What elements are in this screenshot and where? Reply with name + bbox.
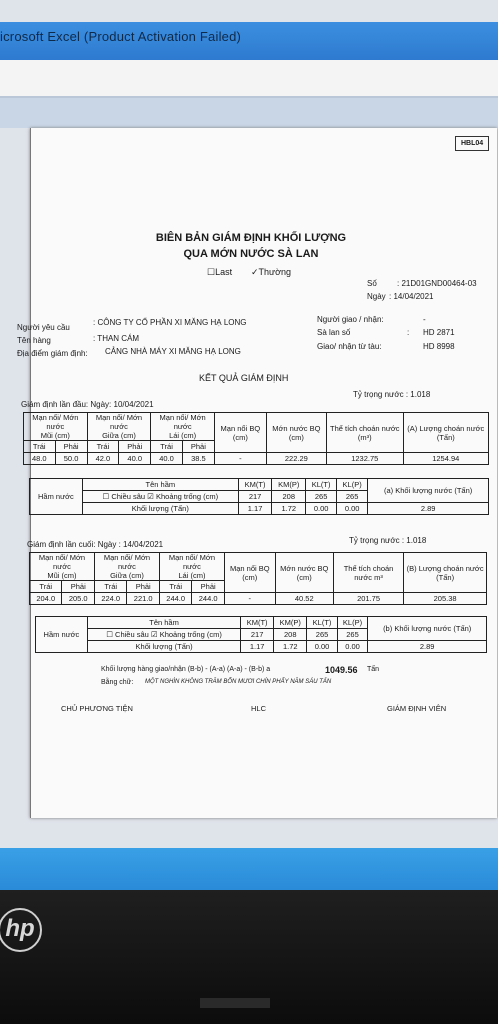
draft-table-2 <box>29 552 487 605</box>
cell: 1.72 <box>272 503 306 515</box>
table-row <box>30 593 487 605</box>
th-ten-ham: Tên hầm <box>87 617 240 629</box>
row-chieu-sau: ☐ Chiều sâu ☑ Khoảng trống (cm) <box>82 491 238 503</box>
cell: 205.0 <box>62 593 94 605</box>
cell: 1.72 <box>274 641 307 653</box>
summary-value: 1049.56 <box>325 665 358 675</box>
bezel-bar <box>200 998 270 1008</box>
table-row <box>24 453 489 465</box>
cell: 244.0 <box>192 593 224 605</box>
th-trai: Trái <box>87 441 119 453</box>
cell: 265 <box>306 491 337 503</box>
th-trai: Trái <box>159 581 191 593</box>
ngay-label: Ngày <box>367 292 386 301</box>
dia-diem-label: Địa điểm giám định: <box>17 349 88 358</box>
row-khoi-luong: Khối lượng (Tấn) <box>87 641 240 653</box>
lan-dau-label: Giám định lần đầu: Ngày: 10/04/2021 <box>21 400 154 409</box>
signature-inspector: GIÁM ĐỊNH VIÊN <box>387 704 447 713</box>
so-value: : 21D01GND00464-03 <box>397 279 477 288</box>
signature-hlc: HLC <box>251 704 267 713</box>
th-phai: Phải <box>55 441 87 453</box>
window-title-bar[interactable] <box>0 22 498 60</box>
th-luong-choan-a: (A) Lượng choán nước (Tấn) <box>403 413 488 453</box>
cell: 1232.75 <box>326 453 403 465</box>
ten-hang-label: Tên hàng <box>17 336 51 345</box>
sa-lan-value: HD 2871 <box>423 328 455 337</box>
signature-owner: CHỦ PHƯƠNG TIỆN <box>61 704 133 713</box>
cell: 0.00 <box>307 641 337 653</box>
th-mui: Mạn nổi/ Mớn nước Mũi (cm) <box>24 413 88 441</box>
ty-trong-1: Tỷ trọng nước : 1.018 <box>353 390 431 399</box>
cell-total: 2.89 <box>368 641 487 653</box>
lan-cuoi-label: Giám định lần cuối: Ngày : 14/04/2021 <box>27 540 164 549</box>
gn-tu-tau-label: Giao/ nhận từ tàu: <box>317 342 382 351</box>
th-trai: Trái <box>94 581 126 593</box>
table-row <box>36 641 487 653</box>
th-man-noi-bq: Mạn nổi BQ (cm) <box>214 413 266 453</box>
cell: - <box>214 453 266 465</box>
th-giua: Mạn nổi/ Mớn nước Giữa (cm) <box>87 413 151 441</box>
cell: 224.0 <box>94 593 126 605</box>
nguoi-giao-nhan-label: Người giao / nhận: <box>317 315 384 324</box>
cell: 221.0 <box>127 593 159 605</box>
hold-table-2 <box>35 616 487 653</box>
bang-chu-value: MỘT NGHÌN KHÔNG TRĂM BỐN MƯƠI CHÍN PHẨY NĂM SÁU TẤN <box>145 679 332 685</box>
sa-lan-label: Sà lan số <box>317 328 351 337</box>
row-khoi-luong: Khối lượng (Tấn) <box>82 503 238 515</box>
summary-unit: Tấn <box>367 666 380 673</box>
cell-total: 2.89 <box>368 503 489 515</box>
cell: 1.17 <box>241 641 274 653</box>
th-ham-nuoc: Hầm nước <box>36 617 88 653</box>
th-phai: Phải <box>62 581 94 593</box>
cell: 42.0 <box>87 453 119 465</box>
hp-logo-icon: hp <box>0 908 42 952</box>
ribbon-bar <box>0 98 498 128</box>
doc-subtitle: QUA MỚN NƯỚC SÀ LAN <box>183 248 319 260</box>
th-mon-nuoc-bq: Mớn nước BQ (cm) <box>266 413 326 453</box>
nguoi-giao-nhan-value: - <box>423 315 426 324</box>
dia-diem-value: CẢNG NHÀ MÁY XI MĂNG HẠ LONG <box>105 347 241 356</box>
th-the-tich: Thể tích choán nước (m³) <box>326 413 403 453</box>
sa-lan-colon: : <box>407 328 410 337</box>
cell: 0.00 <box>336 503 367 515</box>
nguoi-yeu-cau-value: : CÔNG TY CỔ PHẦN XI MĂNG HẠ LONG <box>93 318 247 327</box>
window-title: icrosoft Excel (Product Activation Failed) <box>0 29 242 44</box>
ngay-value: : 14/04/2021 <box>389 292 434 301</box>
cell: 265 <box>307 629 337 641</box>
cell: 50.0 <box>55 453 87 465</box>
summary-label: Khối lượng hàng giao/nhận (B-b) - (A-a) (A-a) - (B-b) a <box>101 666 271 673</box>
cell: - <box>224 593 275 605</box>
cell: 40.0 <box>119 453 151 465</box>
print-preview-page <box>17 128 497 818</box>
draft-table-1 <box>23 412 489 465</box>
cell: 48.0 <box>24 453 56 465</box>
th-lai: Mạn nổi/ Mớn nước Lái (cm) <box>159 553 224 581</box>
cell: 40.0 <box>151 453 183 465</box>
th-klp: KL(P) <box>337 617 368 629</box>
cell: 208 <box>274 629 307 641</box>
cell: 208 <box>272 491 306 503</box>
th-phai: Phải <box>192 581 224 593</box>
cell: 217 <box>238 491 271 503</box>
cell: 265 <box>337 629 368 641</box>
cell: 1254.94 <box>403 453 488 465</box>
th-klt: KL(T) <box>307 617 337 629</box>
th-trai: Trái <box>30 581 62 593</box>
cell: 204.0 <box>30 593 62 605</box>
gn-tu-tau-value: HD 8998 <box>423 342 455 351</box>
th-trai: Trái <box>151 441 183 453</box>
doc-title: BIÊN BẢN GIÁM ĐỊNH KHỐI LƯỢNG <box>155 232 347 244</box>
cell: 205.38 <box>404 593 487 605</box>
bang-chu-label: Bằng chữ: <box>101 679 134 686</box>
hold-table-1 <box>29 478 489 515</box>
th-man-noi-bq: Mạn nổi BQ (cm) <box>224 553 275 593</box>
cell: 38.5 <box>182 453 214 465</box>
option-normal: ✓Thường <box>251 267 291 277</box>
cell: 0.00 <box>337 641 368 653</box>
th-klp: KL(P) <box>336 479 367 491</box>
taskbar[interactable] <box>0 848 498 890</box>
th-kmp: KM(P) <box>272 479 306 491</box>
option-last: ☐Last <box>207 267 233 277</box>
ket-qua-heading: KẾT QUẢ GIÁM ĐỊNH <box>199 373 289 383</box>
ty-trong-2: Tỷ trọng nước : 1.018 <box>349 536 427 545</box>
th-mon-nuoc-bq: Mớn nước BQ (cm) <box>275 553 333 593</box>
th-a-khoi-luong: (a) Khối lượng nước (Tấn) <box>368 479 489 503</box>
cell: 1.17 <box>238 503 271 515</box>
th-kmt: KM(T) <box>241 617 274 629</box>
th-phai: Phải <box>119 441 151 453</box>
ten-hang-value: : THAN CÁM <box>93 334 140 343</box>
th-phai: Phải <box>182 441 214 453</box>
table-row <box>30 503 489 515</box>
cell: 217 <box>241 629 274 641</box>
cell: 222.29 <box>266 453 326 465</box>
cell: 201.75 <box>333 593 403 605</box>
th-phai: Phải <box>127 581 159 593</box>
cell: 40.52 <box>275 593 333 605</box>
so-label: Số <box>367 279 377 288</box>
th-the-tich: Thể tích choán nước m³ <box>333 553 403 593</box>
form-code: HBL04 <box>455 136 489 151</box>
row-chieu-sau: ☐ Chiều sâu ☑ Khoảng trống (cm) <box>87 629 240 641</box>
cell: 244.0 <box>159 593 191 605</box>
toolbar <box>0 60 498 98</box>
th-giua: Mạn nổi/ Mớn nước Giữa (cm) <box>94 553 159 581</box>
th-b-khoi-luong: (b) Khối lượng nước (Tấn) <box>368 617 487 641</box>
th-ten-ham: Tên hầm <box>82 479 238 491</box>
th-klt: KL(T) <box>306 479 337 491</box>
th-luong-choan-b: (B) Lượng choán nước (Tấn) <box>404 553 487 593</box>
th-lai: Mạn nổi/ Mớn nước Lái (cm) <box>151 413 215 441</box>
nguoi-yeu-cau-label: Người yêu cầu <box>17 323 70 332</box>
cell: 265 <box>336 491 367 503</box>
th-kmp: KM(P) <box>274 617 307 629</box>
th-trai: Trái <box>24 441 56 453</box>
cell: 0.00 <box>306 503 337 515</box>
th-ham-nuoc: Hầm nước <box>30 479 83 515</box>
th-kmt: KM(T) <box>238 479 271 491</box>
th-mui: Mạn nổi/ Mớn nước Mũi (cm) <box>30 553 95 581</box>
